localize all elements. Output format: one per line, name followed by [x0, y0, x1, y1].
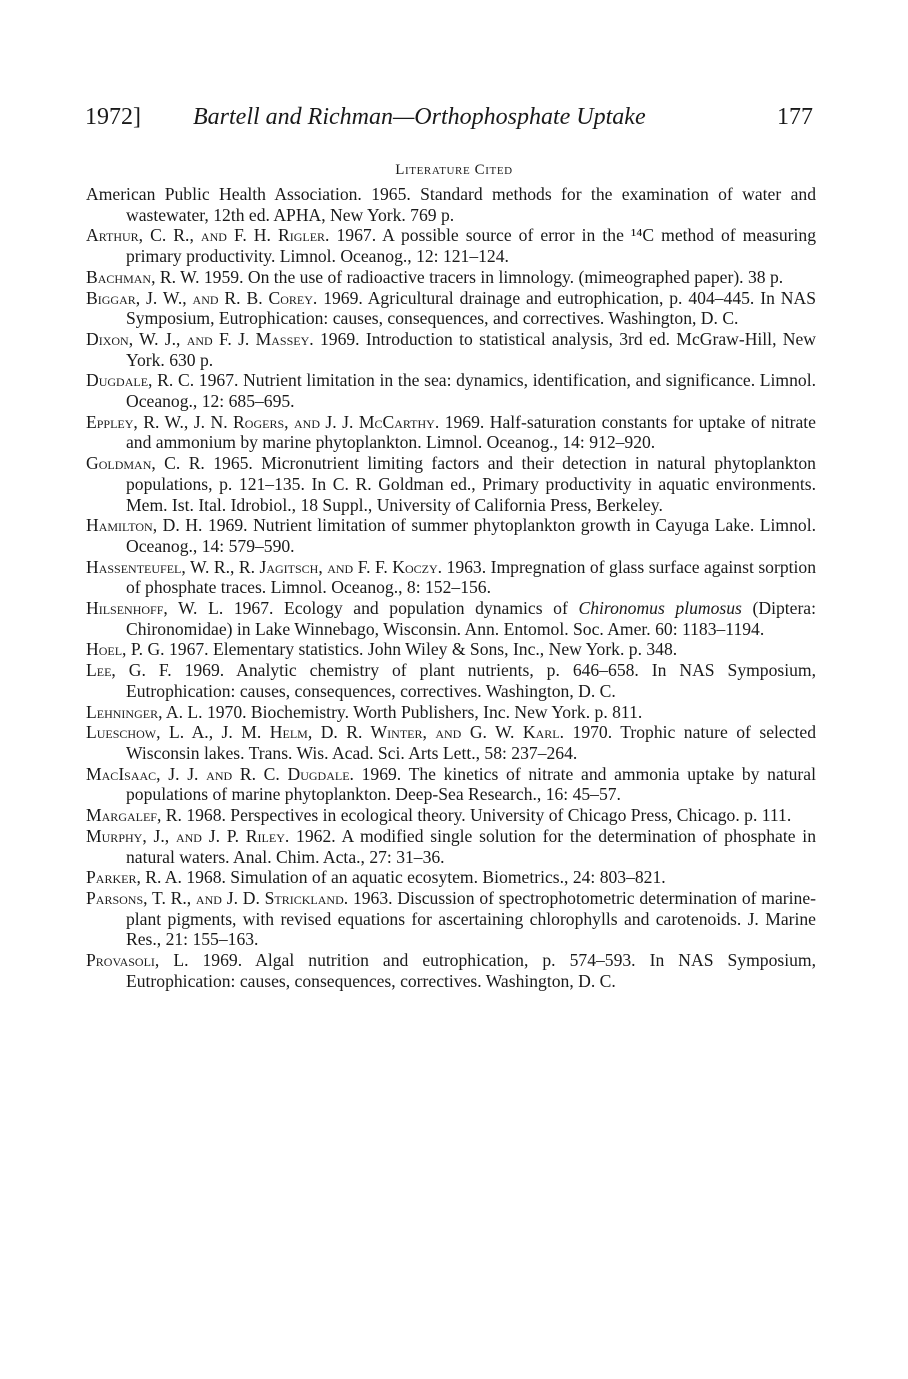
reference-authors: Hoel, P. G. — [86, 639, 165, 660]
reference-entry — [86, 370, 816, 411]
reference-entry — [86, 329, 816, 370]
reference-text: American Public Health Association. 1965. Standard methods for the examination of water and wastewater, 12th ed. APHA, New York. 769 p. — [86, 184, 816, 225]
reference-authors: Arthur, C. R., and F. H. Rigler. — [86, 225, 330, 246]
reference-authors: Eppley, R. W., J. N. Rogers, and J. J. McCarthy. — [86, 411, 440, 432]
reference-authors: Goldman, C. R. — [86, 453, 205, 474]
reference-text: 1963. Discussion of spectrophotometric determination of marine-plant pigments, with revised equations for ascertaining chlorophylls and carotenoids. J. Marine Res., 21: 155–163. — [126, 887, 816, 950]
reference-entry — [86, 639, 816, 660]
reference-text: 1970. Trophic nature of selected Wisconsin lakes. Trans. Wis. Acad. Sci. Arts Lett., 58: 237–264. — [126, 722, 817, 763]
reference-entry — [86, 515, 816, 556]
reference-text: 1959. On the use of radioactive tracers in limnology. (mimeographed paper). 38 p. — [199, 266, 784, 287]
reference-authors: Bachman, R. W. — [86, 266, 200, 287]
page-number: 177 — [777, 104, 813, 130]
reference-text: 1968. Simulation of an aquatic ecosytem. Biometrics., 24: 803–821. — [181, 867, 666, 888]
reference-text: 1969. The kinetics of nitrate and ammonia uptake by natural populations of marine phytoplankton. Deep-Sea Research., 16: 45–57. — [126, 763, 816, 805]
reference-entry — [86, 557, 816, 598]
reference-authors: Hassenteufel, W. R., R. Jagitsch, and F. F. Koczy. — [86, 556, 443, 577]
running-head — [85, 101, 813, 133]
reference-entry — [86, 805, 816, 826]
reference-authors: Margalef, R. — [86, 805, 182, 826]
reference-entry — [86, 764, 816, 805]
section-title: Literature Cited — [395, 162, 513, 178]
reference-authors: Lehninger, A. L. — [86, 701, 203, 722]
reference-entry — [86, 598, 816, 639]
reference-entry — [86, 660, 816, 701]
reference-authors: Hamilton, D. H. — [86, 515, 203, 536]
reference-authors: Parker, R. A. — [86, 867, 182, 888]
reference-authors: Biggar, J. W., and R. B. Corey. — [86, 287, 318, 308]
reference-italic-taxon: Chironomus plumosus — [578, 598, 742, 619]
reference-entry — [86, 225, 816, 266]
reference-authors: Hilsenhoff, W. L. — [86, 598, 224, 619]
volume-year: 1972] — [85, 104, 141, 130]
reference-text: 1967. Elementary statistics. John Wiley & Sons, Inc., New York. p. 348. — [164, 639, 678, 660]
reference-text: 1968. Perspectives in ecological theory. University of Chicago Press, Chicago. p. 111. — [181, 805, 792, 826]
reference-text: 1969. Nutrient limitation of summer phytoplankton growth in Cayuga Lake. Limnol. Oceanog., 14: 579–590. — [126, 515, 816, 556]
reference-entry — [86, 412, 816, 453]
reference-entry — [86, 950, 816, 991]
reference-entry — [86, 888, 816, 950]
reference-text: 1969. Agricultural drainage and eutrophication, p. 404–445. In NAS Symposium, Eutrophication: causes, consequences, and correctives. Washington, D. C. — [126, 287, 816, 329]
reference-authors: Dixon, W. J., and F. J. Massey. — [86, 328, 314, 349]
reference-text: 1967. Ecology and population dynamics of — [223, 598, 579, 619]
reference-text: 1963. Impregnation of glass surface against sorption of phosphate traces. Limnol. Oceanog., 8: 152–156. — [126, 556, 816, 598]
reference-entry — [86, 867, 816, 888]
reference-text: 1969. Half-saturation constants for uptake of nitrate and ammonium by marine phytoplankton. Limnol. Oceanog., 14: 912–920. — [126, 411, 816, 453]
reference-entry — [86, 453, 816, 515]
reference-text: 1969. Analytic chemistry of plant nutrients, p. 646–658. In NAS Symposium, Eutrophication: causes, consequences, correctives. Washington, D. C. — [126, 660, 817, 701]
reference-text: 1965. Micronutrient limiting factors and their detection in natural phytoplankton populations, p. 121–135. In C. R. Goldman ed., Primary productivity in aquatic environments. Mem. Ist. Ital. Idrobiol., 18 Suppl., University of California Press, Berkeley. — [126, 453, 816, 515]
reference-entry — [86, 267, 816, 288]
reference-text: 1969. Introduction to statistical analysis, 3rd ed. McGraw-Hill, New York. 630 p. — [126, 328, 816, 370]
reference-text-continued: (Diptera: Chironomidae) in Lake Winnebago, Wisconsin. Ann. Entomol. Soc. Amer. 60: 1183–1194. — [126, 598, 817, 639]
reference-text: 1969. Algal nutrition and eutrophication, p. 574–593. In NAS Symposium, Eutrophication: causes, consequences, correctives. Washington, D. C. — [126, 950, 816, 991]
reference-entry — [86, 722, 816, 763]
reference-authors: Lueschow, L. A., J. M. Helm, D. R. Winter, and G. W. Karl. — [86, 722, 565, 743]
reference-authors: Dugdale, R. C. — [86, 370, 195, 391]
reference-list — [86, 184, 816, 991]
reference-text: 1962. A modified single solution for the determination of phosphate in natural waters. Anal. Chim. Acta., 27: 31–36. — [126, 825, 816, 867]
reference-authors: Provasoli, L. — [86, 950, 189, 971]
reference-text: 1967. Nutrient limitation in the sea: dynamics, identification, and significance. Limnol. Oceanog., 12: 685–695. — [126, 370, 817, 412]
reference-entry — [86, 288, 816, 329]
reference-authors: Murphy, J., and J. P. Riley. — [86, 825, 290, 846]
reference-text: 1967. A possible source of error in the ¹⁴C method of measuring primary productivity. Limnol. Oceanog., 12: 121–124. — [126, 225, 816, 267]
running-title: Bartell and Richman—Orthophosphate Uptake — [193, 104, 646, 130]
reference-authors: Parsons, T. R., and J. D. Strickland. — [86, 887, 349, 908]
reference-entry — [86, 184, 816, 225]
reference-entry — [86, 702, 816, 723]
reference-entry — [86, 826, 816, 867]
reference-authors: Lee, G. F. — [86, 660, 172, 681]
reference-text: 1970. Biochemistry. Worth Publishers, Inc. New York. p. 811. — [202, 701, 643, 722]
reference-authors: MacIsaac, J. J. and R. C. Dugdale. — [86, 763, 354, 784]
